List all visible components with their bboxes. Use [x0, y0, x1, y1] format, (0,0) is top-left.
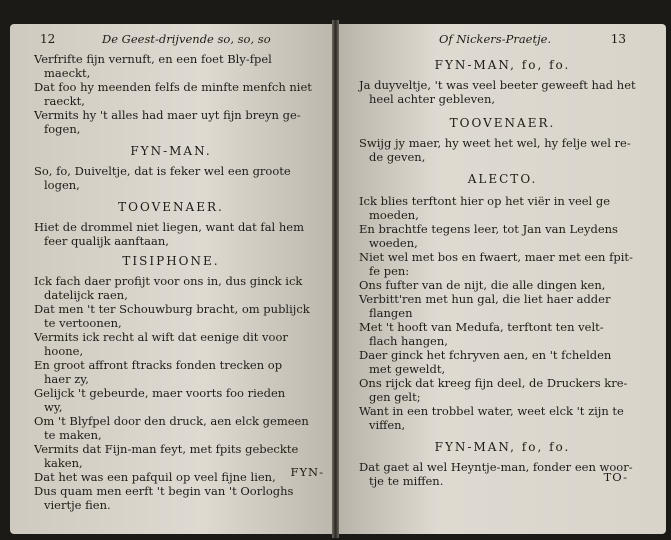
text-line: de geven, — [369, 150, 426, 164]
speaker-heading: FYN-MAN, fo, fo. — [434, 440, 571, 454]
text-line: En brachtfe tegens leer, tot Jan van Leydens — [359, 222, 618, 236]
text-line: Ick fach daer profijt voor ons in, dus ginck ick — [34, 274, 303, 288]
page-number: 13 — [610, 32, 626, 46]
speaker-heading: ALECTO. — [467, 172, 538, 186]
text-line: met geweldt, — [369, 362, 446, 376]
text-line: Swijg jy maer, hy weet het wel, hy felje wel re- — [359, 136, 631, 150]
speaker-heading: TOOVENAER. — [118, 200, 224, 214]
text-line: flangen — [369, 306, 413, 320]
left-page — [10, 24, 332, 534]
text-line: Ick blies terftont hier op het viër in veel ge — [359, 194, 611, 208]
text-line: Vermits dat Fijn-man feyt, met fpits gebeckte — [34, 442, 299, 456]
text-line: Dat het was een pafquil op veel fijne lien, — [34, 470, 276, 484]
text-line: Om 't Blyfpel door den druck, aen elck gemeen — [34, 414, 309, 428]
text-line: En groot affront ftracks fonden trecken op — [34, 358, 283, 372]
text-line: flach hangen, — [369, 334, 448, 348]
text-line: heel achter gebleven, — [369, 92, 496, 106]
text-line: Verfrifte fijn vernuft, en een foet Bly-fpel — [34, 52, 272, 66]
text-line: logen, — [44, 178, 80, 192]
speaker-heading: TOOVENAER. — [449, 116, 556, 130]
text-line: Dat gaet al wel Heyntje-man, fonder een woor- — [359, 460, 633, 474]
text-line: fogen, — [44, 122, 81, 136]
text-line: Ja duyveltje, 't was veel beeter geweeft had het — [359, 78, 636, 92]
text-line: So, fo, Duiveltje, dat is feker wel een groote — [34, 164, 291, 178]
text-line: maeckt, — [44, 66, 91, 80]
text-line: Dus quam men eerft 't begin van 't Oorloghs — [34, 484, 294, 498]
text-line: Hiet de drommel niet liegen, want dat fal hem — [34, 220, 304, 234]
speaker-heading: TISIPHONE. — [122, 254, 220, 268]
text-line: wy, — [44, 400, 63, 414]
text-line: Daer ginck het fchryven aen, en 't fchelden — [359, 348, 612, 362]
book-gutter — [332, 20, 339, 538]
running-head: De Geest-drijvende so, so, so — [102, 32, 271, 46]
text-line: hoone, — [44, 344, 84, 358]
page-number: 12 — [40, 32, 56, 46]
text-line: datelijck raen, — [44, 288, 128, 302]
text-line: te vertoonen, — [44, 316, 122, 330]
text-line: Ons rijck dat kreeg fijn deel, de Druckers kre- — [359, 376, 628, 390]
speaker-heading: FYN-MAN, fo, fo. — [434, 58, 571, 72]
text-line: Vermits hy 't alles had maer uyt fijn breyn ge- — [34, 108, 301, 122]
text-line: Dat foo hy meenden felfs de minfte menfch niet — [34, 80, 312, 94]
catchword: TO- — [603, 470, 628, 484]
text-line: fe pen: — [369, 264, 410, 278]
text-line: viertje fien. — [44, 498, 111, 512]
text-line: Want in een trobbel water, weet elck 't zijn te — [359, 404, 624, 418]
text-line: raeckt, — [44, 94, 85, 108]
text-line: Met 't hooft van Medufa, terftont ten velt- — [359, 320, 604, 334]
text-line: Gelijck 't gebeurde, maer voorts foo rieden — [34, 386, 286, 400]
text-line: Niet wel met bos en fwaert, maer met een fpit- — [359, 250, 633, 264]
speaker-heading: FYN-MAN. — [130, 144, 212, 158]
text-line: Dat men 't ter Schouwburg bracht, om publijck — [34, 302, 310, 316]
right-page — [339, 24, 666, 534]
text-line: Verbitt'ren met hun gal, die liet haer adder — [359, 292, 611, 306]
text-line: gen gelt; — [369, 390, 421, 404]
text-line: Ons fufter van de nijt, die alle dingen ken, — [359, 278, 606, 292]
text-line: kaken, — [44, 456, 83, 470]
running-head: Of Nickers-Praetje. — [439, 32, 552, 46]
text-line: woeden, — [369, 236, 418, 250]
text-line: moeden, — [369, 208, 419, 222]
text-line: feer qualijk aanftaan, — [44, 234, 169, 248]
text-line: Vermits ick recht al wift dat eenige dit voor — [34, 330, 288, 344]
catchword: FYN- — [290, 465, 324, 479]
text-line: te maken, — [44, 428, 102, 442]
text-line: viffen, — [369, 418, 406, 432]
text-line: haer zy, — [44, 372, 89, 386]
text-line: tje te miffen. — [369, 474, 444, 488]
